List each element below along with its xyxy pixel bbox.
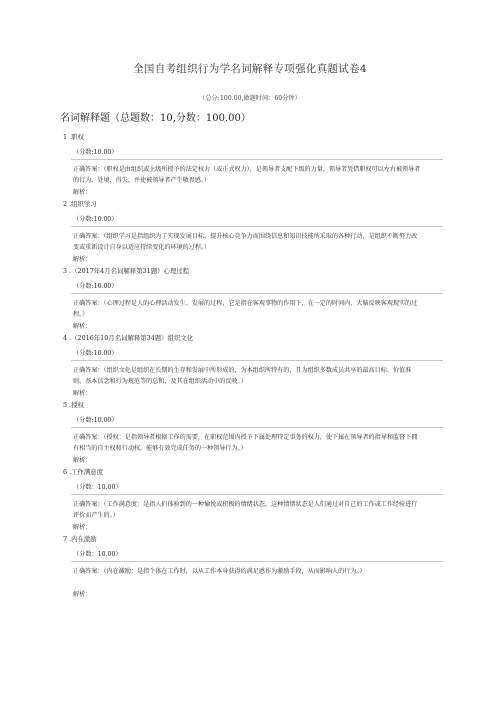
question-explanation: 解析： [73, 457, 92, 464]
question-item-6 [63, 467, 438, 534]
divider [71, 226, 443, 227]
question-label: 7 .内在激励 [63, 535, 97, 543]
question-explanation: 解析： [73, 390, 92, 397]
question-answer: 正确答案：（组织文化是组织在长期的生存和发展中所形成的，为本组织所特有的，且为组织多数成员共享的最高目标、价值准则、基本信念和行为规范等的总和，及其在组织活动中的反映。） [73, 367, 412, 385]
divider [71, 494, 443, 495]
question-list [63, 132, 438, 601]
question-item-5 [63, 400, 438, 467]
question-item-1 [63, 132, 438, 199]
question-explanation: 解析： [73, 256, 92, 263]
question-label: 3 .（2017年4月名词解释第31题）心理过程 [63, 267, 190, 275]
question-explanation: 解析： [73, 524, 92, 531]
page-subtitle: （总分:100.00,做题时间：60分钟） [199, 95, 301, 102]
question-answer: 正确答案：（组织学习是指组织为了实现发展目标、提升核心竞争力而围绕信息和知识技能所采取的各种行动，是组织不断努力改变或重新设计自身以适应持续变化的环境的过程。） [73, 233, 418, 251]
question-answer: 正确答案：（工作满意度：是指人们体验到的一种愉悦或积极的情绪状态，这种情绪状态是人们通过对自己的工作或工作经验进行评价而产生的。） [73, 501, 418, 519]
divider [71, 159, 443, 160]
question-score: （分数:10.00） [73, 417, 118, 424]
page-title: 全国自考组织行为学名词解释专项强化真题试卷4 [133, 63, 367, 75]
question-item-2 [63, 199, 438, 266]
question-score: （分数：10.00） [73, 551, 122, 558]
question-answer: 正确答案：（职权是由组织或上级所授予的法定权力（或正式权力），是领导者支配下级的力量，领导者凭借职权可以左右被领导者的行为、处境、得失，并使被领导者产生敬畏感。） [73, 166, 421, 184]
question-explanation: 解析： [73, 591, 92, 598]
section-heading: 名词解释题（总题数：10,分数：100.00） [60, 113, 251, 124]
question-answer: 正确答案：（心理过程是人的心理活动发生、发展的过程，它是指在客观事物的作用下，在一定的时间内，大脑反映客观现实的过程。） [73, 300, 418, 318]
question-explanation: 解析： [73, 189, 92, 196]
question-label: 5 .授权 [63, 401, 84, 409]
divider [71, 293, 443, 294]
question-label: 6 .工作满意度 [63, 468, 104, 476]
question-label: 2 .组织学习 [63, 200, 97, 208]
question-score: （分数:10.00） [73, 216, 118, 223]
question-item-4 [63, 333, 438, 400]
question-score: （分数:10.00） [73, 149, 118, 156]
divider [71, 360, 443, 361]
question-label: 4 .（2016年10月名词解释第34题）组织文化 [63, 334, 194, 342]
question-answer: 正确答案：（授权：是指领导者根据工作的需要，在职权范围内授予下属处理特定事务的权力，使下属在领导者的指导和监督下拥有相当的自主权和行动权，能够有效完成任务的一种领导行为。） [73, 434, 418, 452]
question-label: 1 .职权 [63, 133, 84, 141]
question-explanation: 解析： [73, 323, 92, 330]
question-item-3 [63, 266, 438, 333]
question-score: （分数:10.00） [73, 350, 118, 357]
question-answer: 正确答案：（内在激励：是指个体在工作时，以从工作本身获得的满足感作为激励手段，从而影响人的行为。） [73, 568, 366, 575]
divider [71, 427, 443, 428]
question-item-7 [63, 534, 438, 601]
divider [71, 561, 443, 562]
question-score: （分数:10.00） [73, 283, 118, 290]
question-score: （分数：10.00） [73, 484, 122, 491]
